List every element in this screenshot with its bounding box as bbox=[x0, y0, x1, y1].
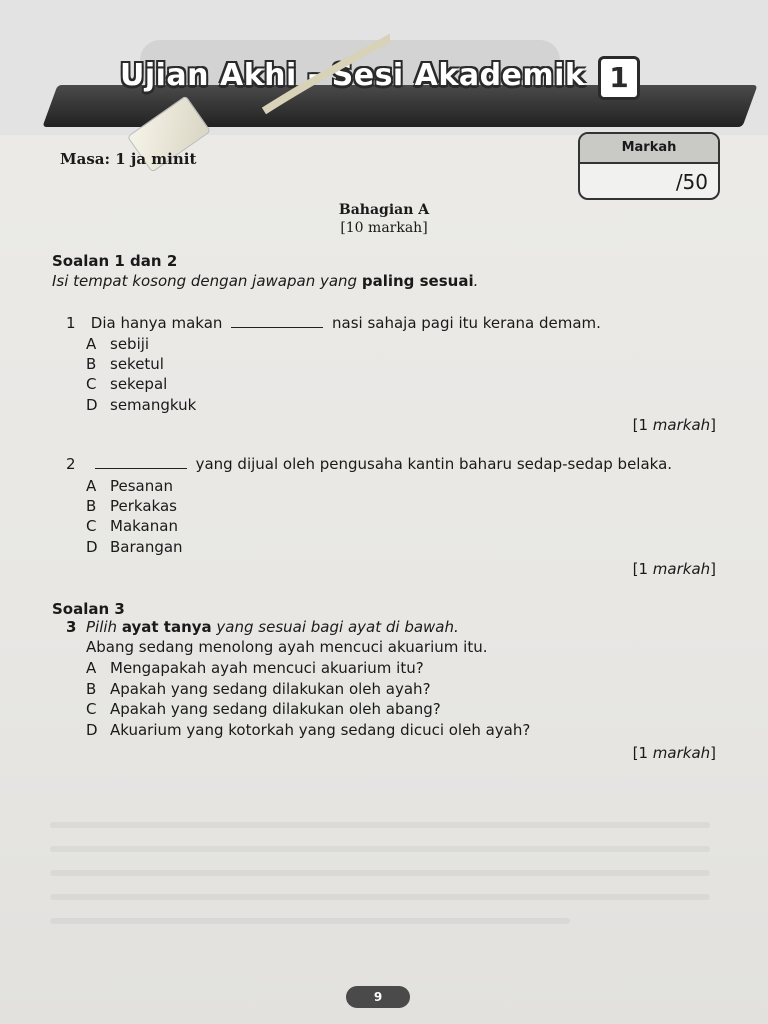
question-text: yang dijual oleh pengusaha kantin baharu sedap-sedap belaka. bbox=[195, 455, 673, 473]
option-letter: C bbox=[86, 517, 97, 535]
option-letter: B bbox=[86, 355, 97, 373]
q2-option-c[interactable] bbox=[86, 517, 178, 535]
show-through-line bbox=[50, 918, 570, 924]
time-label: Masa: 1 ja minit bbox=[60, 150, 197, 168]
q3-option-d[interactable] bbox=[86, 721, 530, 739]
marks-word: markah bbox=[652, 560, 711, 578]
instruction-text: Isi tempat kosong dengan jawapan yang bbox=[52, 272, 362, 290]
option-letter: D bbox=[86, 538, 98, 556]
show-through-line bbox=[50, 846, 710, 852]
section-marks: [10 markah] bbox=[340, 220, 428, 236]
q2-option-b[interactable] bbox=[86, 497, 177, 515]
option-text: seketul bbox=[110, 355, 164, 373]
question-1 bbox=[66, 314, 601, 332]
option-text: Apakah yang sedang dilakukan oleh ayah? bbox=[110, 680, 431, 698]
score-box bbox=[578, 132, 720, 200]
q1-option-a[interactable] bbox=[86, 335, 149, 353]
option-letter: A bbox=[86, 477, 97, 495]
question-number: 3 bbox=[66, 618, 77, 636]
option-text: Barangan bbox=[110, 538, 183, 556]
q2-option-d[interactable] bbox=[86, 538, 183, 556]
marks-prefix: [1 bbox=[632, 560, 653, 578]
q1-marks bbox=[633, 416, 716, 434]
option-letter: B bbox=[86, 680, 97, 698]
instruction-suffix: yang sesuai bagi ayat di bawah. bbox=[211, 618, 459, 636]
page-number-badge: 9 bbox=[346, 986, 410, 1008]
option-text: Akuarium yang kotorkah yang sedang dicuci oleh ayah? bbox=[110, 721, 531, 739]
q1-option-d[interactable] bbox=[86, 396, 196, 414]
header-band bbox=[0, 0, 768, 135]
group1-heading: Soalan 1 dan 2 bbox=[52, 252, 178, 270]
option-text: Pesanan bbox=[110, 477, 173, 495]
option-text: Apakah yang sedang dilakukan oleh abang? bbox=[110, 700, 441, 718]
marks-prefix: [1 bbox=[632, 416, 653, 434]
question-number: 2 bbox=[66, 455, 76, 473]
option-text: Makanan bbox=[110, 517, 178, 535]
q1-option-b[interactable] bbox=[86, 355, 164, 373]
option-letter: C bbox=[86, 375, 97, 393]
instruction-suffix: . bbox=[473, 272, 479, 290]
question-number: 1 bbox=[66, 314, 76, 332]
show-through-line bbox=[50, 822, 710, 828]
q1-option-c[interactable] bbox=[86, 375, 167, 393]
q3-option-a[interactable] bbox=[86, 659, 424, 677]
option-letter: B bbox=[86, 497, 97, 515]
q3-statement: Abang sedang menolong ayah mencuci akuarium itu. bbox=[86, 638, 488, 656]
option-letter: C bbox=[86, 700, 97, 718]
score-label: Markah bbox=[580, 134, 718, 164]
q3-instruction bbox=[66, 618, 459, 636]
group1-instruction bbox=[52, 272, 478, 290]
q2-option-a[interactable] bbox=[86, 477, 173, 495]
marks-suffix: ] bbox=[710, 744, 716, 762]
show-through-line bbox=[50, 870, 710, 876]
instruction-emphasis: paling sesuai bbox=[361, 272, 474, 290]
page-title: Ujian Akhi - Sesi Akademik bbox=[120, 58, 586, 93]
question-text-after: nasi sahaja pagi itu kerana demam. bbox=[332, 314, 601, 332]
option-text: Mengapakah ayah mencuci akuarium itu? bbox=[110, 659, 424, 677]
question-2 bbox=[66, 455, 672, 473]
q3-marks bbox=[633, 744, 716, 762]
instruction-text: Pilih bbox=[86, 618, 122, 636]
answer-blank[interactable] bbox=[231, 325, 323, 328]
option-letter: A bbox=[86, 335, 97, 353]
marks-suffix: ] bbox=[710, 560, 716, 578]
marks-prefix: [1 bbox=[632, 744, 653, 762]
q3-option-b[interactable] bbox=[86, 680, 431, 698]
marks-word: markah bbox=[652, 744, 711, 762]
q3-option-c[interactable] bbox=[86, 700, 441, 718]
q2-marks bbox=[633, 560, 716, 578]
marks-word: markah bbox=[652, 416, 711, 434]
question-text: Dia hanya makan bbox=[90, 314, 223, 332]
option-text: Perkakas bbox=[110, 497, 177, 515]
title-number-badge: 1 bbox=[598, 56, 640, 100]
option-text: semangkuk bbox=[110, 396, 197, 414]
option-letter: D bbox=[86, 396, 98, 414]
group2-heading: Soalan 3 bbox=[52, 600, 125, 618]
show-through-line bbox=[50, 894, 710, 900]
section-title: Bahagian A bbox=[338, 202, 430, 218]
answer-blank[interactable] bbox=[95, 466, 187, 469]
marks-suffix: ] bbox=[710, 416, 716, 434]
option-letter: A bbox=[86, 659, 97, 677]
option-text: sebiji bbox=[110, 335, 150, 353]
score-value: /50 bbox=[675, 170, 708, 194]
option-letter: D bbox=[86, 721, 98, 739]
instruction-emphasis: ayat tanya bbox=[121, 618, 212, 636]
option-text: sekepal bbox=[110, 375, 168, 393]
